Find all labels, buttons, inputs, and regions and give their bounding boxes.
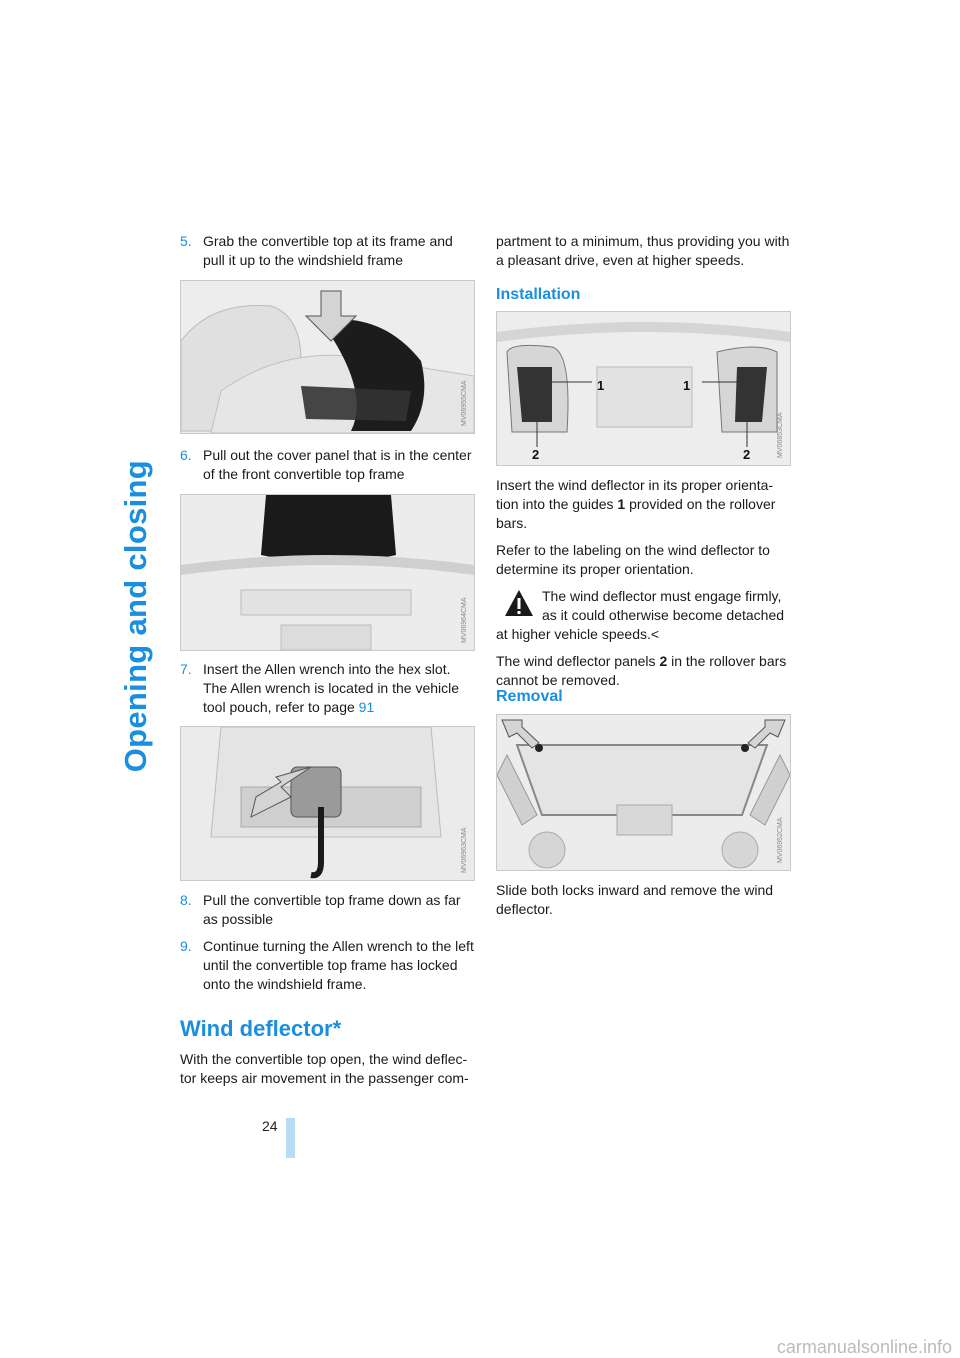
figure-removal (496, 714, 791, 871)
step-number: 7. (180, 661, 192, 677)
intro-right: partment to a minimum, thus providing you with a pleasant drive, even at higher speeds. (496, 233, 790, 268)
steps-bottom (180, 891, 474, 1002)
label-guide-left: 1 (597, 378, 605, 393)
steps-6 (180, 446, 474, 492)
text: in the rollover bars cannot be removed. (496, 653, 787, 688)
step-text: Grab the convertible top at its frame and pull it up to the windshield frame (203, 233, 453, 268)
image-code: MV06853CMA (777, 412, 784, 458)
figure-installation (496, 311, 791, 466)
step-9 (180, 937, 474, 994)
intro-left: With the convertible top open, the wind deflec-tor keeps air movement in the passenger com- (180, 1051, 469, 1086)
warning (496, 587, 790, 652)
text: The wind deflector panels (496, 653, 660, 669)
page-marker-bar (286, 1118, 295, 1158)
step-text-body: Insert the Allen wrench into the hex slot. The Allen wrench is located in the vehicle tool pouch, refer to page (203, 661, 460, 715)
installation-para-3 (496, 652, 790, 690)
right-column-top (496, 232, 790, 278)
wind-deflector-heading: Wind deflector* (180, 1016, 342, 1041)
watermark: carmanualsonline.info (776, 1337, 952, 1357)
step-number: 6. (180, 447, 192, 463)
figure-cover-panel (180, 494, 475, 651)
step-text: Continue turning the Allen wrench to the left until the convertible top frame has locked onto the windshield frame. (203, 938, 474, 992)
step-number: 8. (180, 892, 192, 908)
removal-heading: Removal (496, 688, 563, 705)
image-code: MV06964CMA (461, 597, 468, 643)
label-panel-left: 2 (532, 447, 540, 462)
section-title: Opening and closing (118, 460, 153, 773)
steps-7 (180, 660, 474, 725)
figure-convertible-top (180, 280, 475, 434)
step-5 (180, 232, 474, 270)
ref-number: 2 (659, 653, 668, 669)
text: provided on the rollover bars. (496, 496, 776, 531)
wind-deflector-intro (180, 1050, 474, 1096)
text: Insert the wind deflector in its proper orienta-tion into the guides (496, 477, 774, 512)
step-text: Pull the convertible top frame down as far as possible (203, 892, 461, 927)
removal-body (496, 881, 790, 927)
page-link-91[interactable]: 91 (358, 699, 375, 715)
installation-para-2: Refer to the labeling on the wind deflector to determine its proper orientation. (496, 542, 770, 577)
steps-top (180, 232, 474, 278)
step-text (203, 660, 474, 717)
installation-heading: Installation (496, 286, 581, 303)
figure-allen-wrench (180, 726, 475, 881)
step-text: Pull out the cover panel that is in the center of the front convertible top frame (203, 447, 472, 482)
step-8 (180, 891, 474, 929)
image-code: MV06963CMA (461, 827, 468, 873)
label-panel-right: 2 (743, 447, 751, 462)
installation-body (496, 476, 790, 698)
removal-para: Slide both locks inward and remove the wind deflector. (496, 882, 774, 917)
installation-para-1 (496, 476, 790, 533)
label-guide-right: 1 (683, 378, 691, 393)
warning-icon (504, 589, 534, 617)
ref-number: 1 (617, 496, 626, 512)
step-6 (180, 446, 474, 484)
page-number: 24 (262, 1118, 278, 1134)
step-7 (180, 660, 474, 717)
end-mark: < (650, 626, 660, 642)
image-code: MV06955CMA (461, 380, 468, 426)
warning-text (496, 587, 790, 644)
step-number: 9. (180, 938, 192, 954)
image-code: MV06952CMA (777, 817, 784, 863)
step-number: 5. (180, 233, 192, 249)
warning-body: The wind deflector must engage firmly, as it could otherwise become detached at higher vehicle speeds. (496, 588, 785, 642)
